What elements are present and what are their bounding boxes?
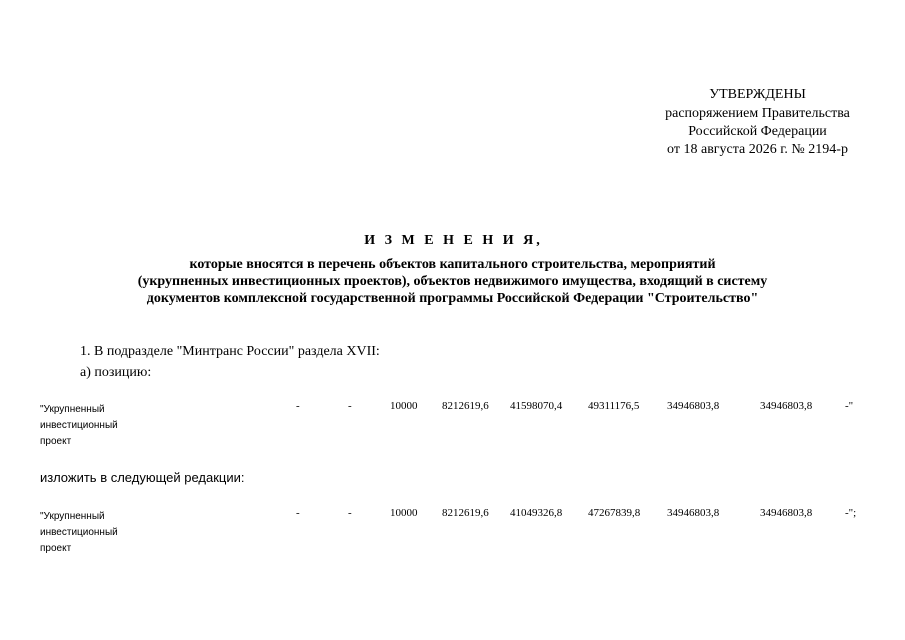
- item-1a-text: а) позицию:: [80, 365, 152, 380]
- row-cell: 41049326,8: [510, 507, 563, 519]
- row-cell: 10000: [390, 507, 418, 519]
- row-name-line: инвестиционный: [40, 527, 118, 538]
- row-name-line: "Укрупненный: [40, 404, 105, 415]
- row-cell: 8212619,6: [442, 507, 489, 519]
- row-name: [40, 402, 118, 450]
- row-cell: 41598070,4: [510, 400, 563, 412]
- row-cell: 34946803,8: [667, 507, 720, 519]
- row-cell: 47267839,8: [588, 507, 641, 519]
- table-row-old: [0, 400, 905, 450]
- table-row-new: [0, 507, 905, 557]
- row-cell: 8212619,6: [442, 400, 489, 412]
- row-name-line: инвестиционный: [40, 420, 118, 431]
- row-name-line: проект: [40, 436, 72, 447]
- document-title-block: [0, 233, 905, 307]
- row-cell: 34946803,8: [760, 507, 813, 519]
- row-cell: 10000: [390, 400, 418, 412]
- item-1-text: 1. В подразделе "Минтранс России" раздела XVII:: [80, 344, 380, 359]
- approval-stamp: [600, 86, 905, 159]
- row-cell: -: [296, 400, 300, 412]
- row-cell: 49311176,5: [588, 400, 640, 412]
- row-cell: -";: [845, 507, 857, 519]
- row-cell: -: [348, 507, 352, 519]
- row-name-line: проект: [40, 543, 72, 554]
- row-cell: 34946803,8: [760, 400, 813, 412]
- approval-line-1: распоряжением Правительства: [665, 106, 850, 121]
- approval-heading: УТВЕРЖДЕНЫ: [709, 87, 806, 102]
- approval-line-2: Российской Федерации: [688, 124, 827, 139]
- approval-line-3: от 18 августа 2026 г. № 2194-р: [667, 142, 848, 157]
- row-cell: 34946803,8: [667, 400, 720, 412]
- document-subtitle-line-1: которые вносятся в перечень объектов капитального строительства, мероприятий: [189, 257, 716, 272]
- replace-instruction-text: изложить в следующей редакции:: [40, 470, 245, 485]
- row-cell: -: [296, 507, 300, 519]
- row-cell: -": [845, 400, 854, 412]
- row-name: [40, 509, 118, 557]
- row-cell: -: [348, 400, 352, 412]
- document-title: И З М Е Н Е Н И Я,: [364, 233, 543, 248]
- document-subtitle-line-3: документов комплексной государственной программы Российской Федерации "Строительство": [146, 291, 759, 306]
- document-subtitle-line-2: (укрупненных инвестиционных проектов), объектов недвижимого имущества, входящий в систему: [137, 274, 768, 289]
- row-name-line: "Укрупненный: [40, 511, 105, 522]
